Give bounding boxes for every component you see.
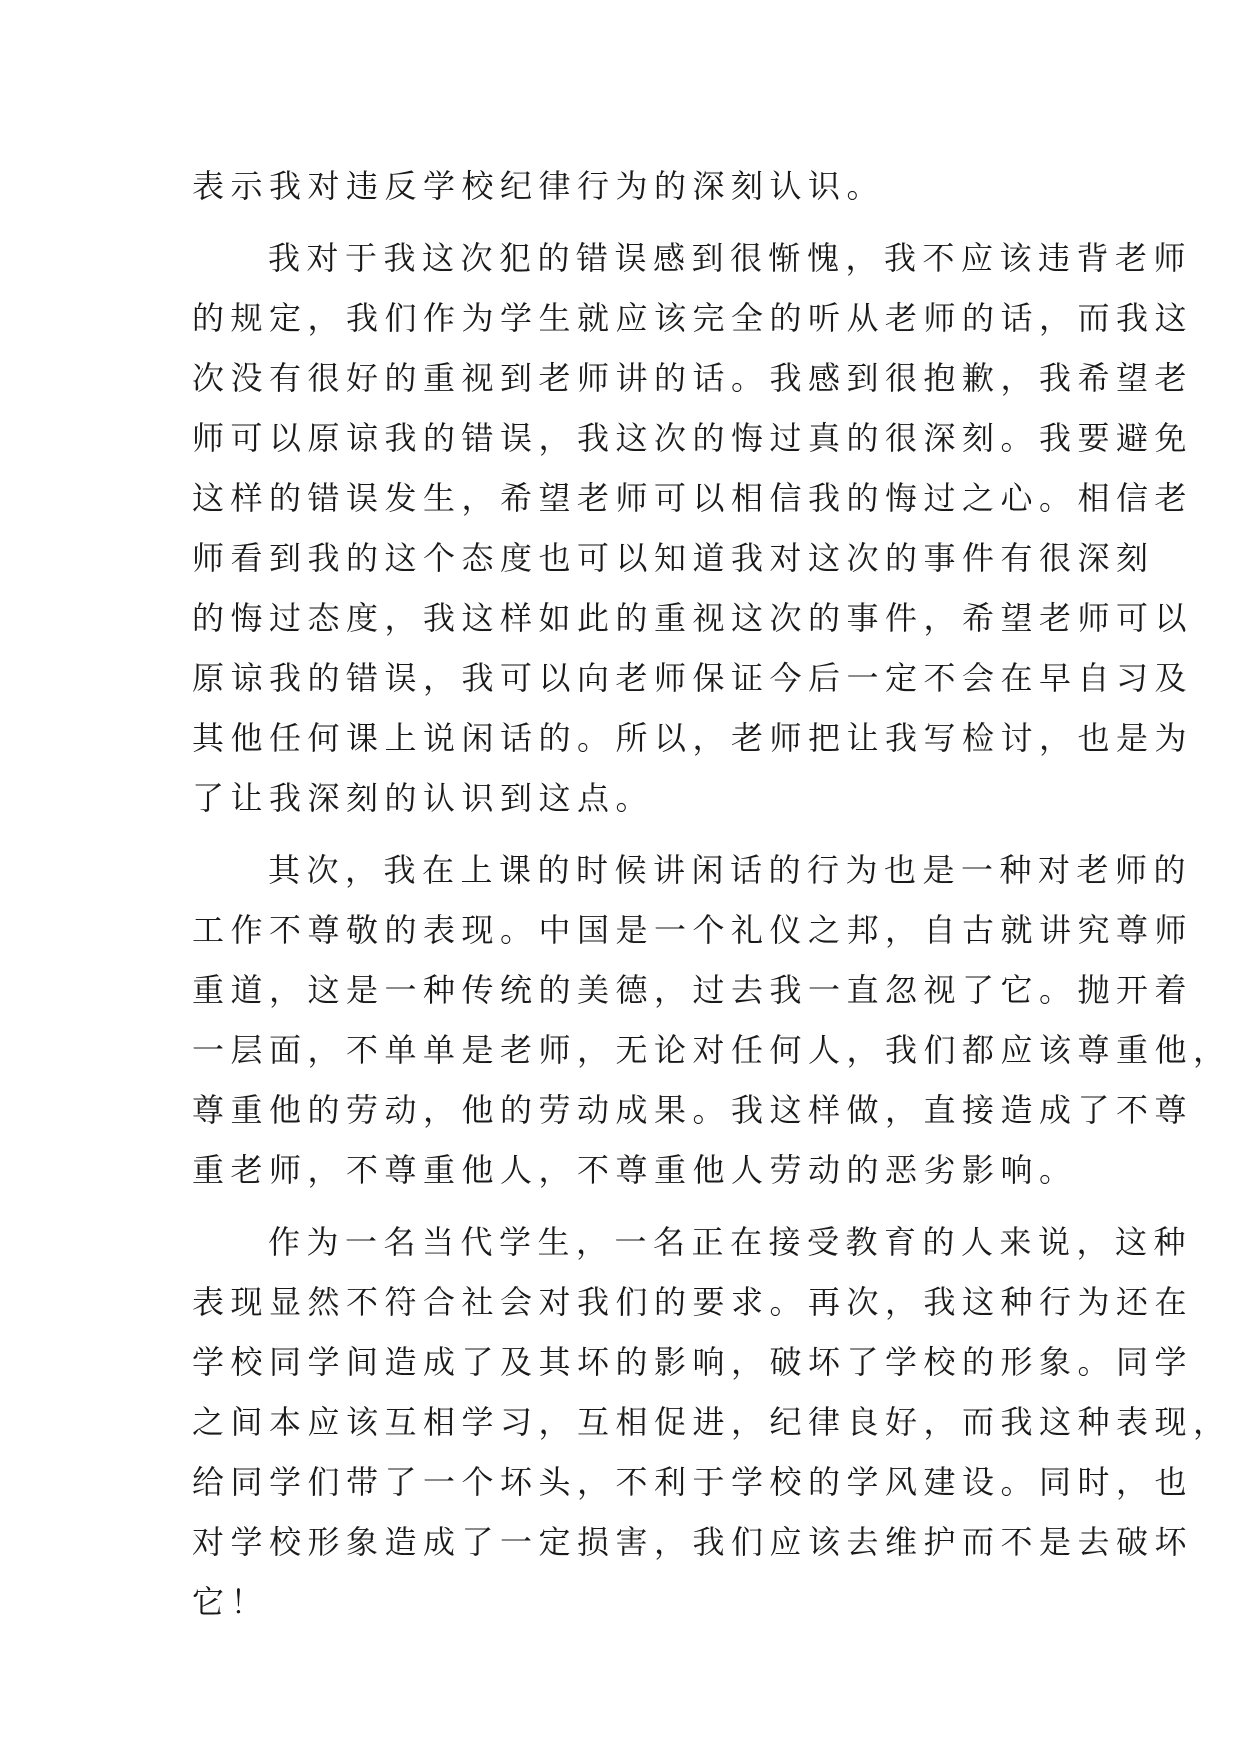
text-line: 表现显然不符合社会对我们的要求。再次，我这种行为还在 xyxy=(192,1283,1194,1321)
document-body xyxy=(192,156,1232,1632)
text-line: 师可以原谅我的错误，我这次的悔过真的很深刻。我要避免 xyxy=(192,419,1194,457)
text-line: 重老师，不尊重他人，不尊重他人劳动的恶劣影响。 xyxy=(192,1151,1078,1189)
text-line: 这样的错误发生，希望老师可以相信我的悔过之心。相信老 xyxy=(192,479,1194,517)
text-line: 了让我深刻的认识到这点。 xyxy=(192,779,655,817)
text-line: 给同学们带了一个坏头，不利于学校的学风建设。同时，也 xyxy=(192,1463,1194,1501)
text-line: 其他任何课上说闲话的。所以，老师把让我写检讨，也是为 xyxy=(192,719,1194,757)
text-line: 之间本应该互相学习，互相促进，纪律良好，而我这种表现， xyxy=(192,1403,1232,1441)
text-line: 工作不尊敬的表现。中国是一个礼仪之邦，自古就讲究尊师 xyxy=(192,911,1194,949)
paragraph-first-line: 作为一名当代学生，一名正在接受教育的人来说，这种 xyxy=(268,1223,1193,1261)
text-line: 对学校形象造成了一定损害，我们应该去维护而不是去破坏 xyxy=(192,1523,1194,1561)
text-line: 次没有很好的重视到老师讲的话。我感到很抱歉，我希望老 xyxy=(192,359,1194,397)
paragraph-first-line: 其次，我在上课的时候讲闲话的行为也是一种对老师的 xyxy=(268,851,1193,889)
text-line: 的悔过态度，我这样如此的重视这次的事件，希望老师可以 xyxy=(192,599,1194,637)
text-line: 原谅我的错误，我可以向老师保证今后一定不会在早自习及 xyxy=(192,659,1194,697)
text-line: 的规定，我们作为学生就应该完全的听从老师的话，而我这 xyxy=(192,299,1194,337)
text-line: 一层面，不单单是老师，无论对任何人，我们都应该尊重他， xyxy=(192,1031,1232,1069)
text-line: 它！ xyxy=(192,1583,270,1621)
text-line: 师看到我的这个态度也可以知道我对这次的事件有很深刻 xyxy=(192,539,1155,577)
paragraph-first-line: 我对于我这次犯的错误感到很惭愧，我不应该违背老师 xyxy=(268,239,1193,277)
text-line: 学校同学间造成了及其坏的影响，破坏了学校的形象。同学 xyxy=(192,1343,1194,1381)
text-line: 尊重他的劳动，他的劳动成果。我这样做，直接造成了不尊 xyxy=(192,1091,1194,1129)
text-line: 表示我对违反学校纪律行为的深刻认识。 xyxy=(192,167,886,205)
text-line: 重道，这是一种传统的美德，过去我一直忽视了它。抛开着 xyxy=(192,971,1194,1009)
